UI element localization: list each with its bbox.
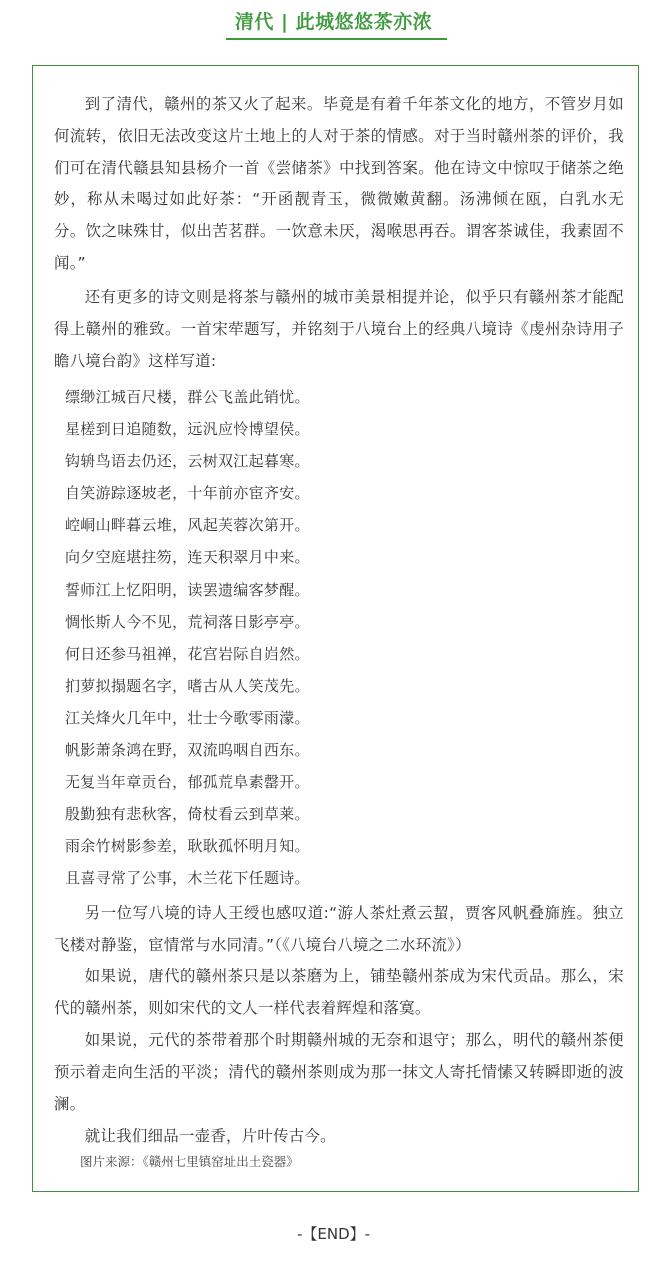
- end-marker: -【END】-: [296, 1225, 371, 1243]
- poem-line: 誓师江上忆阳明，读罢遗编客梦醒。: [65, 580, 310, 599]
- poem-line: 星槎到日追随数，远汎应怜博望侯。: [65, 420, 310, 439]
- poem-line: 何日还参马祖禅，花宫岩际自岿然。: [65, 644, 310, 663]
- section-title: 清代 | 此城悠悠茶亦浓: [234, 11, 433, 33]
- article-paragraph: 如果说，唐代的赣州茶只是以茶磨为上，铺垫赣州茶成为宋代贡品。那么，宋代的赣州茶，则如宋代的文人一样代表着辉煌和落寞。: [54, 967, 624, 1017]
- article-paragraph: 如果说，元代的茶带着那个时期赣州城的无奈和退守；那么，明代的赣州茶便预示着走向生活的平淡；清代的赣州茶则成为那一抹文人寄托情愫又转瞬即逝的波澜。: [54, 1031, 624, 1113]
- poem-line: 且喜寻常了公事，木兰花下任题诗。: [65, 869, 310, 888]
- article-paragraph: 到了清代，赣州的茶又火了起来。毕竟是有着千年茶文化的地方，不管岁月如何流转，依旧无法改变这片土地上的人对于茶的情感。对于当时赣州茶的评价，我们可在清代赣县知县杨介一首《尝储茶》中找到答案。他在诗文中惊叹于储茶之绝妙，称从未喝过如此好茶：“开函靓青玉，微微嫩黄翻。汤沸倾在瓯，白乳水无分。饮之味殊甘，似出苦茗群。一饮意未厌，渴喉思再吞。谓客茶诚佳，我素固不闻。”: [54, 95, 624, 272]
- image-source-caption: 图片来源：《赣州七里镇窑址出土瓷器》: [80, 1154, 299, 1169]
- poem-line: 帆影萧条鸿在野，双流呜咽自西东。: [65, 741, 310, 760]
- poem-line: 缥缈江城百尺楼，群公飞盖此销忧。: [65, 388, 310, 406]
- article-paragraph: 还有更多的诗文则是将茶与赣州的城市美景相提并论，似乎只有赣州茶才能配得上赣州的雅致。一首宋荦题写，并铭刻于八境台上的经典八境诗《虔州杂诗用子瞻八境台韵》这样写道:: [54, 288, 624, 370]
- article-paragraph: 另一位写八境的诗人王绶也感叹道:“游人茶灶煮云蛪，贾客风帆叠旆旌。独立飞楼对静鉴，宦情常与水同清。”（《八境台八境之二水环流》）: [54, 904, 624, 954]
- poem-line: 江关烽火几年中，壮士今歌零雨濛。: [65, 708, 310, 727]
- poem: [65, 381, 565, 895]
- poem-line: 钩辀鸟语去仍还，云树双江起暮寒。: [65, 452, 310, 471]
- poem-line: 雨余竹树影参差，耿耿孤怀明月知。: [65, 837, 310, 856]
- poem-line: 扪萝拟搨题名字，嗜古从人笑茂先。: [65, 676, 310, 695]
- poem-line: 无复当年章贡台，郁孤荒阜素罄开。: [65, 773, 310, 792]
- poem-line: 殷勤独有悲秋客，倚杖看云到草莱。: [65, 805, 310, 824]
- poem-line: 向夕空庭堪拄笏，连天积翠月中来。: [65, 548, 310, 567]
- title-underline: [226, 38, 447, 40]
- poem-line: 自笑游踪逐坡老，十年前亦宦齐安。: [65, 484, 310, 503]
- poem-line: 崆峒山畔暮云堆，风起芙蓉次第开。: [65, 516, 310, 535]
- section-header: [0, 0, 667, 48]
- poem-line: 惆怅斯人今不见，荒祠落日影亭亭。: [65, 612, 310, 631]
- article-paragraph: 就让我们细品一壶香，片叶传古今。: [84, 1127, 336, 1145]
